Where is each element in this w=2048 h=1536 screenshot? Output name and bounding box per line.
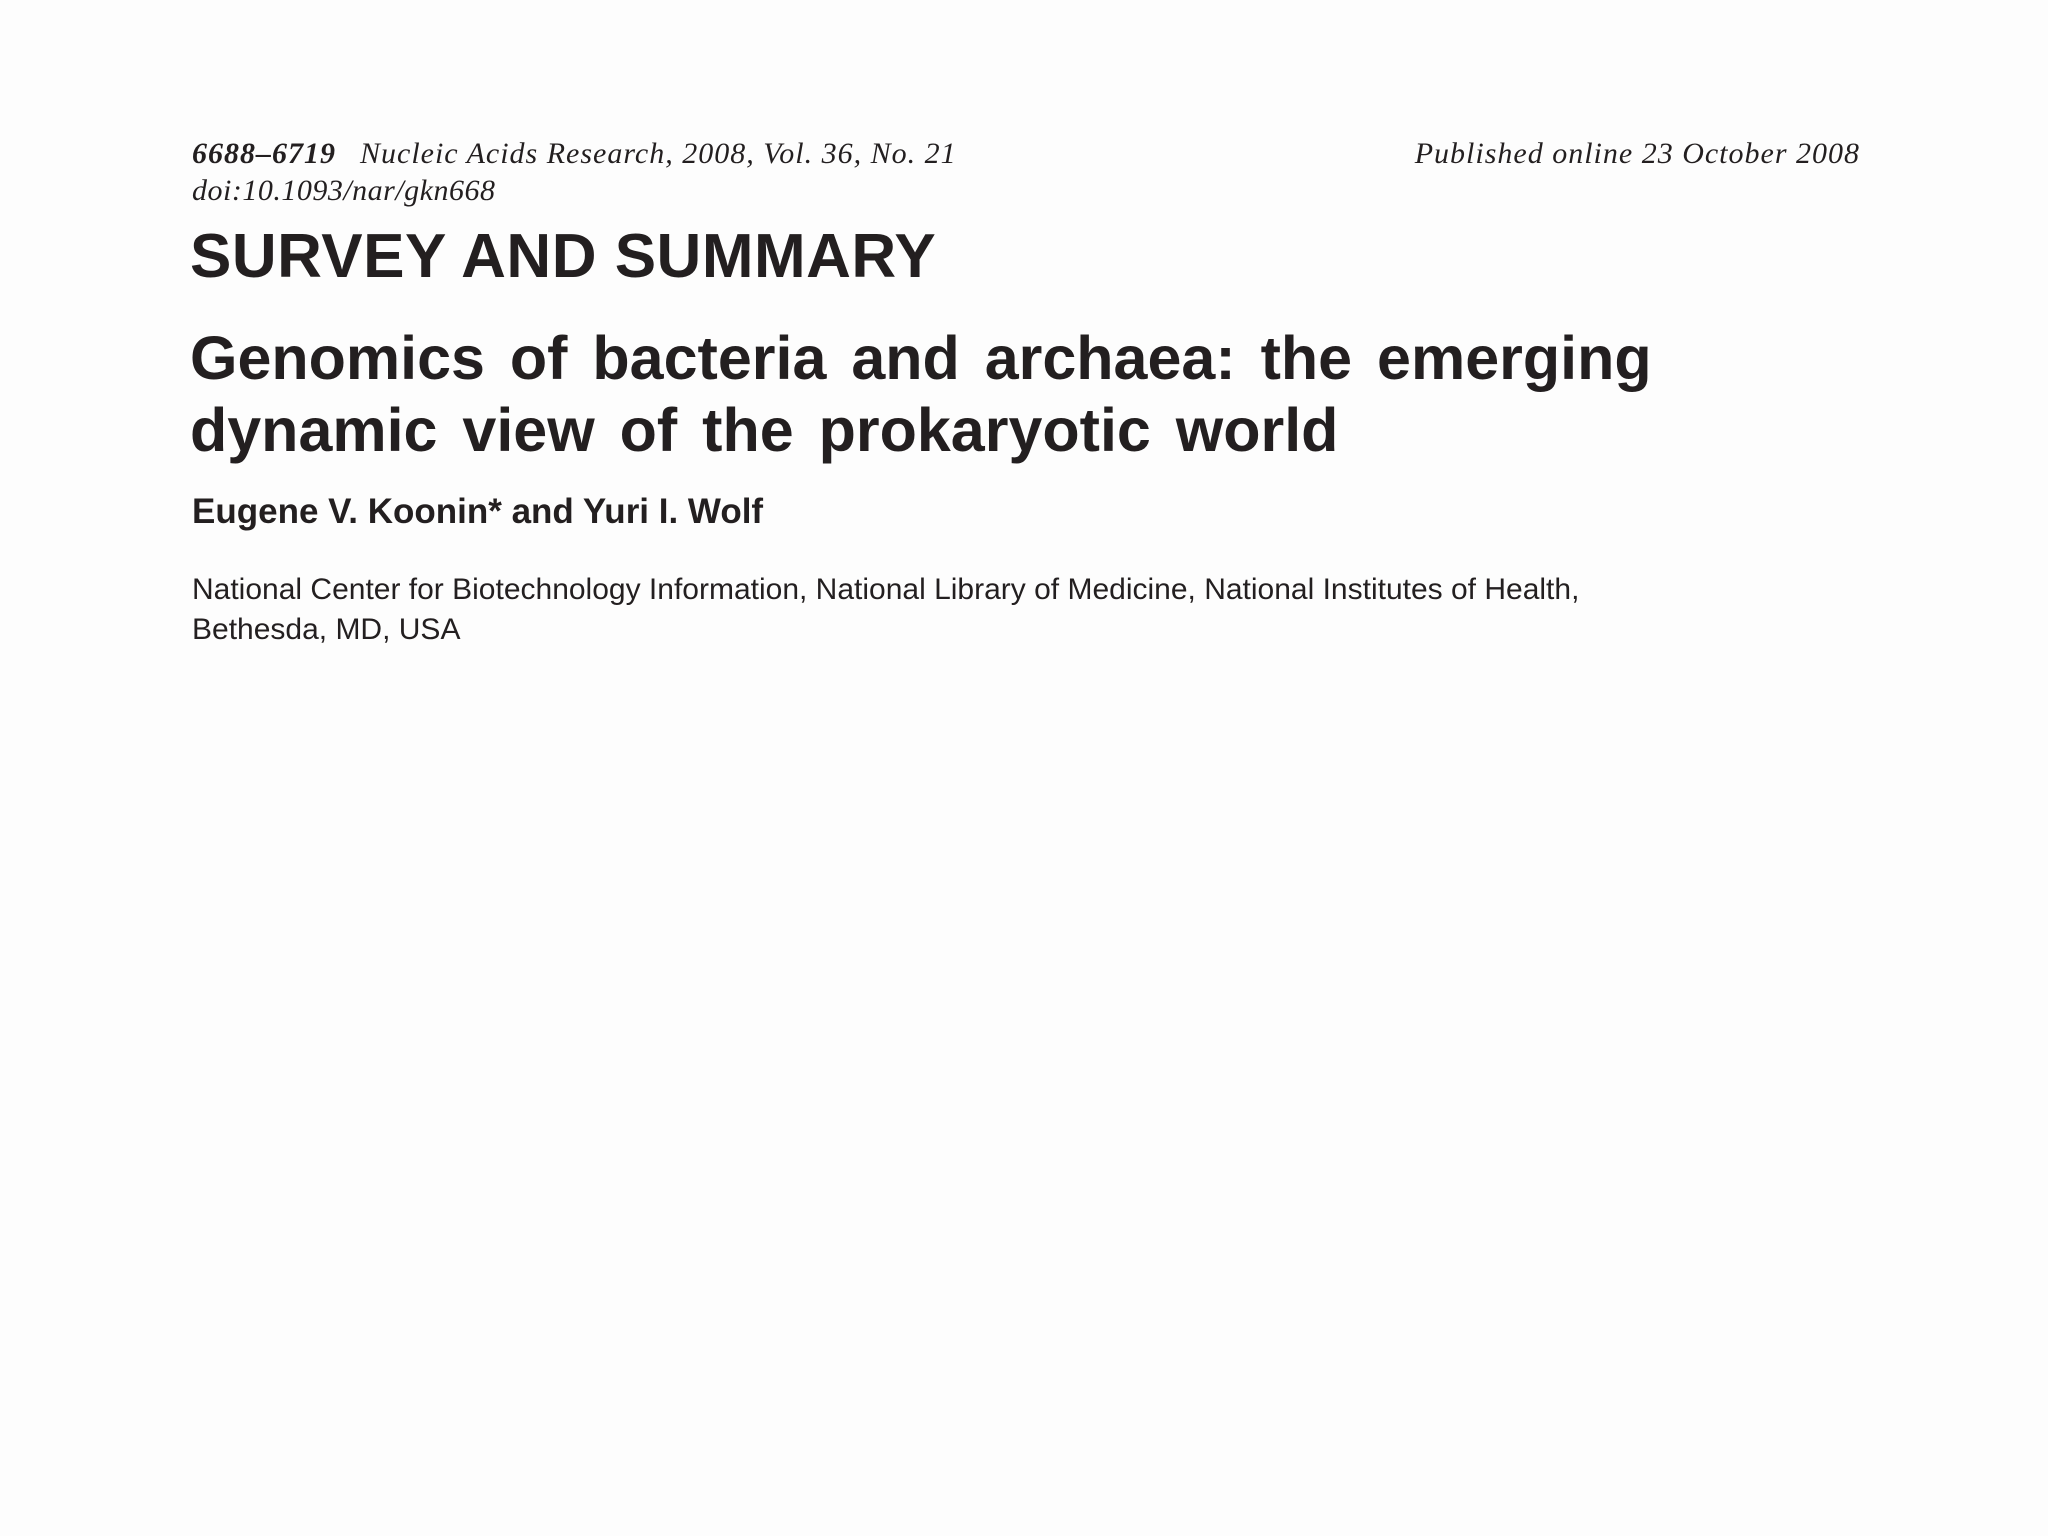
author-list: Eugene V. Koonin* and Yuri I. Wolf bbox=[192, 492, 764, 531]
doi: doi:10.1093/nar/gkn668 bbox=[192, 174, 496, 207]
publication-date: Published online 23 October 2008 bbox=[1414, 137, 1860, 170]
affiliation bbox=[192, 570, 1812, 650]
title-line-1: Genomics of bacteria and archaea: the emerging bbox=[190, 324, 1652, 392]
affiliation-line-2: Bethesda, MD, USA bbox=[192, 613, 461, 646]
page-range: 6688–6719 bbox=[192, 137, 336, 170]
journal-citation: Nucleic Acids Research, 2008, Vol. 36, No. 21 bbox=[360, 137, 957, 170]
paper-title bbox=[190, 322, 1810, 466]
section-label: SURVEY AND SUMMARY bbox=[190, 222, 937, 291]
affiliation-line-1: National Center for Biotechnology Information, National Library of Medicine, National Institutes of Health, bbox=[192, 573, 1580, 606]
journal-header bbox=[192, 136, 1860, 176]
title-line-2: dynamic view of the prokaryotic world bbox=[190, 396, 1339, 464]
